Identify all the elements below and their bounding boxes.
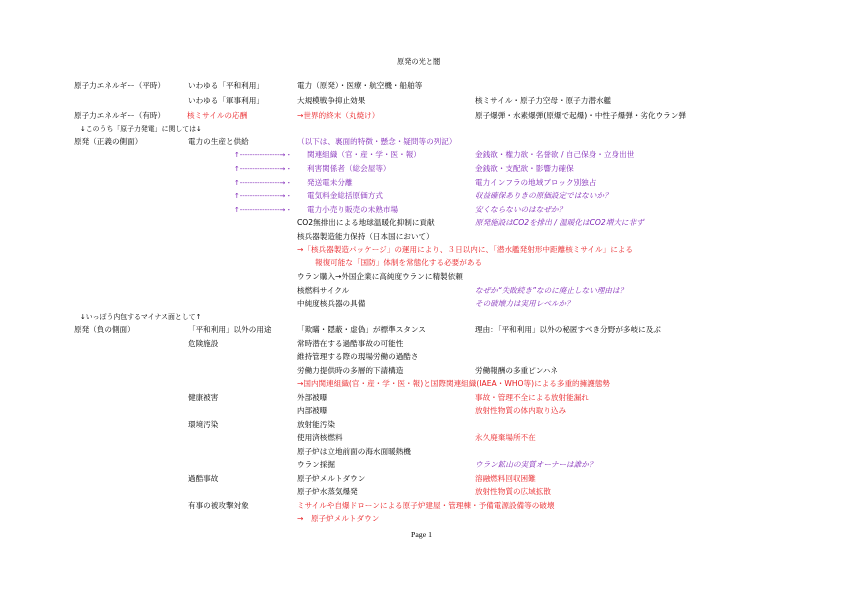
- row-sublabel-military-use: いわゆる「軍事利用」: [188, 96, 264, 105]
- severe-item-left: 原子炉メルトダウン: [297, 474, 366, 483]
- page-footer: Page 1: [411, 530, 433, 539]
- health-item-left: 内部被曝: [297, 406, 328, 415]
- medium-purity-weapons-note: その破壊力は実用レベルか？: [475, 299, 574, 308]
- section-label-negative: 原発（負の側面）: [74, 325, 135, 334]
- severe-item-right: 放射性物質の広域拡散: [475, 487, 551, 496]
- row-value-peaceful-use: 電力（原発）・医療・航空機・船舶等: [297, 81, 423, 90]
- fuel-cycle: 核燃料サイクル: [297, 286, 350, 295]
- danger-item: 常時潜在する過酷事故の可能性: [297, 339, 404, 348]
- env-item-left: 放射能汚染: [297, 420, 335, 429]
- danger-side-note: 労働報酬の多重ピンハネ: [475, 366, 558, 375]
- row-value-military-weapons: 核ミサイル・原子力空母・原子力潜水艦: [475, 96, 612, 105]
- attack-line1: ミサイルや自爆ドローンによる原子炉建屋・管理棟・予備電源設備等の破壊: [297, 501, 555, 510]
- arrow-connector: ↑----------------→・: [234, 192, 293, 200]
- env-item-right: ウラン鉱山の実質オーナーは誰か？: [475, 460, 597, 469]
- category-label-danger: 危険施設: [188, 339, 219, 348]
- category-label-severe-accident: 過酷事故: [188, 474, 219, 483]
- attack-line2: → 原子炉メルトダウン: [297, 514, 380, 523]
- concern-item-right: 電力インフラの地域ブロック別独占: [475, 178, 597, 187]
- note-nuclear-power: ↓このうち「原子力発電」に関しては↓: [80, 125, 202, 133]
- category-label-health: 健康被害: [188, 393, 219, 402]
- severe-item-right: 溶融燃料回収困難: [475, 474, 536, 483]
- concern-item-right: 金銭欲・支配欲・影響力確保: [475, 164, 574, 173]
- env-item-left: 原子炉は立地前面の海水面暖熱機: [297, 447, 411, 456]
- danger-item: 維持管理する際の現場労働の過酷さ: [297, 352, 419, 361]
- nuke-package-line1: →「核兵器製造パッケージ」の運用により、３日以内に、「潜水艦発射形中距離核ミサイル」による: [297, 245, 633, 254]
- health-item-left: 外部被曝: [297, 393, 328, 402]
- note-negative-side: ↓いっぽう内包するマイナス面として↑: [80, 313, 202, 321]
- arrow-connector: ↑----------------→・: [234, 206, 293, 214]
- row-label-peacetime: 原子力エネルギー（平時）: [74, 81, 166, 90]
- concern-item-right: 金銭欲・権力欲・名誉欲 / 自己保身・立身出世: [475, 150, 635, 159]
- danger-defense-structure: →国内関連組織(官・産・学・医・報)と国際関連組織(IAEA・WHO等)による多重的擁護態勢: [297, 379, 611, 388]
- health-item-right: 放射性物質の体内取り込み: [475, 406, 567, 415]
- env-item-left: 使用済核燃料: [297, 433, 343, 442]
- danger-item: 労働力提供時の多層的下請構造: [297, 366, 404, 375]
- row-sublabel-peaceful-use: いわゆる「平和利用」: [188, 81, 264, 90]
- stance-reason: 理由：「平和利用」以外の秘匿すべき分野が多岐に及ぶ: [475, 325, 661, 334]
- nuke-package-line2: 報復可能な「国防」体制を常態化する必要がある: [315, 258, 483, 267]
- section-label-positive: 原発（正義の側面）: [74, 137, 143, 146]
- page-title: 原発の光と闇: [397, 57, 441, 66]
- co2-claim: CO2無排出による地球温暖化抑制に貢献: [297, 218, 435, 227]
- row-value-bomb-types: 原子爆弾・水素爆弾(原爆で起爆)・中性子爆弾・劣化ウラン弾: [475, 111, 686, 120]
- category-label-attack-target: 有事の被攻撃対象: [188, 501, 249, 510]
- standard-stance: 「欺瞞・隠蔽・虚偽」が標準スタンス: [297, 325, 426, 334]
- concern-item-left: 電力小売り販売の未熟市場: [307, 205, 399, 214]
- section-header-concerns: （以下は、裏面的特徴・懸念・疑問等の列記）: [297, 137, 457, 146]
- severe-item-left: 原子炉水蒸気爆発: [297, 487, 358, 496]
- arrow-connector: ↑----------------→・: [234, 179, 293, 187]
- concern-item-left: 関連組織（官・産・学・医・報）: [307, 150, 421, 159]
- arrow-connector: ↑----------------→・: [234, 165, 293, 173]
- row-value-world-end: →世界的終末（丸焼け）: [297, 111, 380, 120]
- concern-item-right: 安くならないのはなぜか？: [475, 205, 567, 214]
- nuke-capacity: 核兵器製造能力保持（日本国において）: [297, 232, 434, 241]
- arrow-connector: ↑----------------→・: [234, 151, 293, 159]
- co2-note: 原発施設はCO2を排出 / 温暖化はCO2増大に非ず: [475, 218, 644, 227]
- concern-item-left: 電気料金総括原価方式: [307, 191, 383, 200]
- env-item-right: 永久廃棄場所不在: [475, 433, 536, 442]
- health-item-right: 事故・管理不全による放射能漏れ: [475, 393, 589, 402]
- row-sublabel-nuclear-exchange: 核ミサイルの応酬: [187, 111, 248, 120]
- uranium-purchase: ウラン購入→外国企業に高純度ウランに精製依頼: [297, 272, 463, 281]
- category-label-environment: 環境汚染: [188, 420, 219, 429]
- row-label-wartime: 原子力エネルギー（有時）: [74, 111, 166, 120]
- row-value-military-use: 大規模戦争抑止効果: [297, 96, 366, 105]
- concern-item-left: 利害関係者（総会屋等）: [307, 164, 391, 173]
- env-item-left: ウラン採掘: [297, 460, 335, 469]
- concern-item-left: 発送電未分離: [307, 178, 353, 187]
- concern-item-right: 収益確保ありきの原価設定ではないか？: [475, 191, 612, 200]
- medium-purity-weapons: 中純度核兵器の具備: [297, 299, 366, 308]
- section-sublabel-other-uses: 「平和利用」以外の用途: [188, 325, 272, 334]
- fuel-cycle-note: なぜか“失敗続き”なのに廃止しない理由は？: [475, 286, 628, 295]
- section-sublabel-power-supply: 電力の生産と供給: [188, 137, 249, 146]
